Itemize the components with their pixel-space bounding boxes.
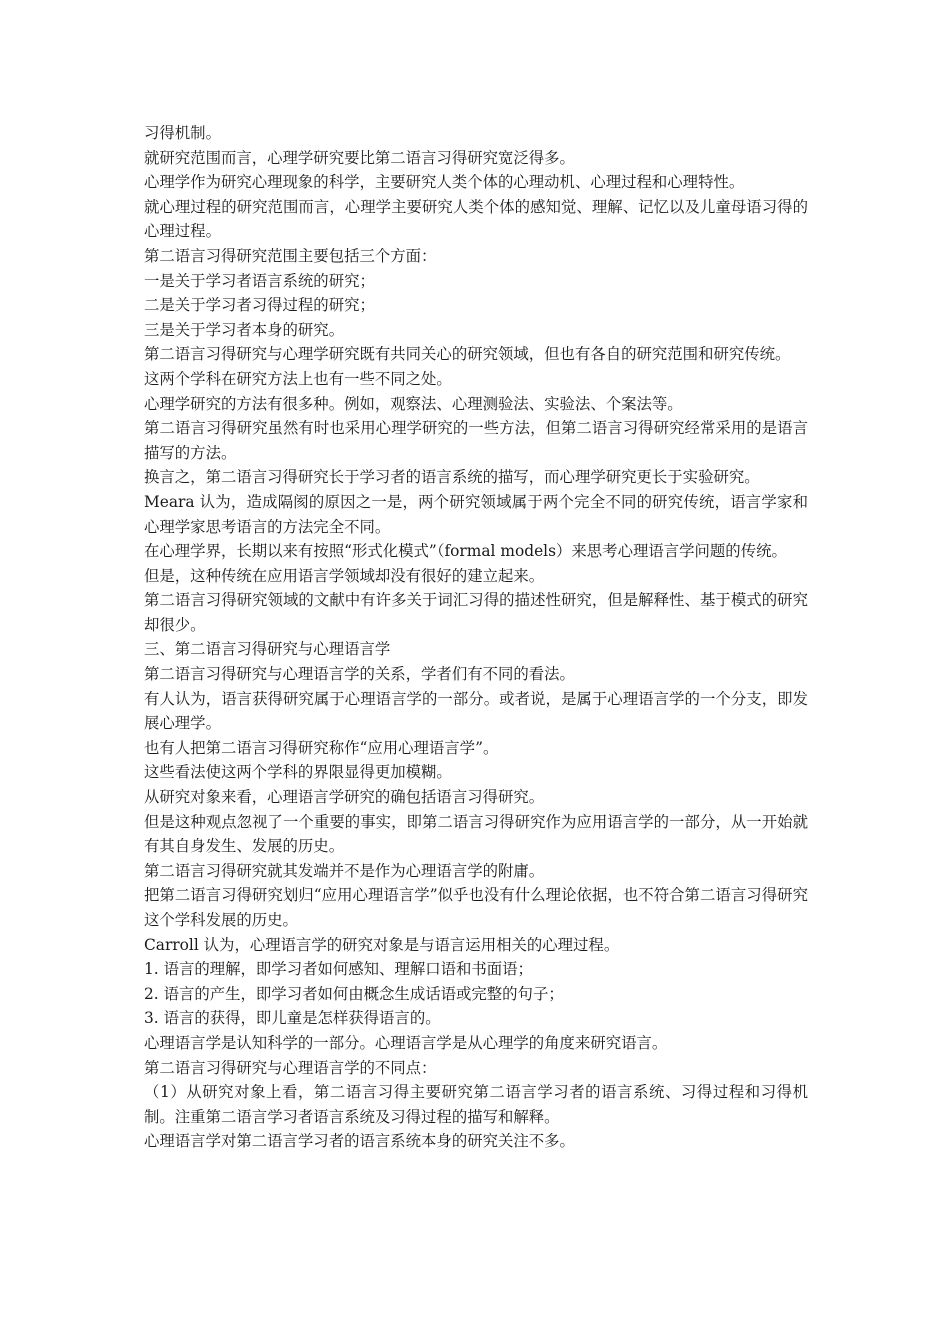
- list-item: 一是关于学习者语言系统的研究；: [144, 271, 375, 290]
- list-item: 二是关于学习者习得过程的研究；: [144, 296, 375, 315]
- paragraph: 在心理学界，长期以来有按照“形式化模式”（formal models）来思考心理语言学问题的传统。: [144, 542, 787, 561]
- paragraph: 从研究对象来看，心理语言学研究的确包括语言习得研究。: [144, 788, 545, 807]
- paragraph: 第二语言习得研究领域的文献中有许多关于词汇习得的描述性研究，但是解释性、基于模式的研究却很少。: [144, 591, 808, 634]
- paragraph: 习得机制。: [144, 124, 221, 142]
- paragraph: 但是这种观点忽视了一个重要的事实，即第二语言习得研究作为应用语言学的一部分，从一开始就有其自身发生、发展的历史。: [144, 812, 808, 856]
- paragraph: Meara 认为，造成隔阂的原因之一是，两个研究领域属于两个完全不同的研究传统，语言学家和心理学家思考语言的方法完全不同。: [144, 492, 808, 536]
- paragraph: 第二语言习得研究范围主要包括三个方面：: [144, 246, 437, 265]
- paragraph: 这些看法使这两个学科的界限显得更加模糊。: [144, 763, 452, 782]
- paragraph: Carroll 认为，心理语言学的研究对象是与语言运用相关的心理过程。: [144, 935, 620, 954]
- list-item: 2. 语言的产生，即学习者如何由概念生成话语或完整的句子；: [144, 984, 564, 1003]
- paragraph: 第二语言习得研究就其发端并不是作为心理语言学的附庸。: [144, 861, 545, 880]
- list-item: 1. 语言的理解，即学习者如何感知、理解口语和书面语；: [144, 960, 533, 979]
- paragraph: 第二语言习得研究与心理语言学的关系，学者们有不同的看法。: [144, 665, 575, 684]
- paragraph: 就研究范围而言，心理学研究要比第二语言习得研究宽泛得多。: [144, 148, 575, 167]
- paragraph: 心理学作为研究心理现象的科学，主要研究人类个体的心理动机、心理过程和心理特性。: [144, 173, 745, 192]
- paragraph: 心理语言学对第二语言学习者的语言系统本身的研究关注不多。: [144, 1132, 575, 1151]
- paragraph: 第二语言习得研究虽然有时也采用心理学研究的一些方法，但第二语言习得研究经常采用的是语言描写的方法。: [144, 419, 808, 462]
- paragraph: 有人认为，语言获得研究属于心理语言学的一部分。或者说，是属于心理语言学的一个分支，即发展心理学。: [144, 689, 808, 733]
- list-item: 三是关于学习者本身的研究。: [144, 320, 345, 339]
- paragraph: 心理语言学是认知科学的一部分。心理语言学是从心理学的角度来研究语言。: [144, 1033, 668, 1052]
- paragraph: 心理学研究的方法有很多种。例如，观察法、心理测验法、实验法、个案法等。: [144, 394, 683, 413]
- paragraph: 就心理过程的研究范围而言，心理学主要研究人类个体的感知觉、理解、记忆以及儿童母语习得的心理过程。: [144, 197, 808, 241]
- paragraph: 这两个学科在研究方法上也有一些不同之处。: [144, 369, 452, 388]
- document-body: [144, 121, 808, 1154]
- paragraph: （1）从研究对象上看，第二语言习得主要研究第二语言学习者的语言系统、习得过程和习得机制。注重第二语言学习者语言系统及习得过程的描写和解释。: [144, 1083, 808, 1126]
- list-item: 3. 语言的获得，即儿童是怎样获得语言的。: [144, 1009, 441, 1028]
- paragraph: 第二语言习得研究与心理语言学的不同点：: [144, 1058, 437, 1077]
- paragraph: 第二语言习得研究与心理学研究既有共同关心的研究领域，但也有各自的研究范围和研究传统。: [144, 345, 791, 364]
- paragraph: 也有人把第二语言习得研究称作“应用心理语言学”。: [144, 738, 499, 757]
- section-heading: 三、第二语言习得研究与心理语言学: [144, 640, 391, 659]
- paragraph: 换言之，第二语言习得研究长于学习者的语言系统的描写，而心理学研究更长于实验研究。: [144, 468, 760, 487]
- paragraph: 但是，这种传统在应用语言学领域却没有很好的建立起来。: [144, 566, 545, 585]
- paragraph: 把第二语言习得研究划归“应用心理语言学”似乎也没有什么理论依据，也不符合第二语言习得研究这个学科发展的历史。: [144, 886, 808, 929]
